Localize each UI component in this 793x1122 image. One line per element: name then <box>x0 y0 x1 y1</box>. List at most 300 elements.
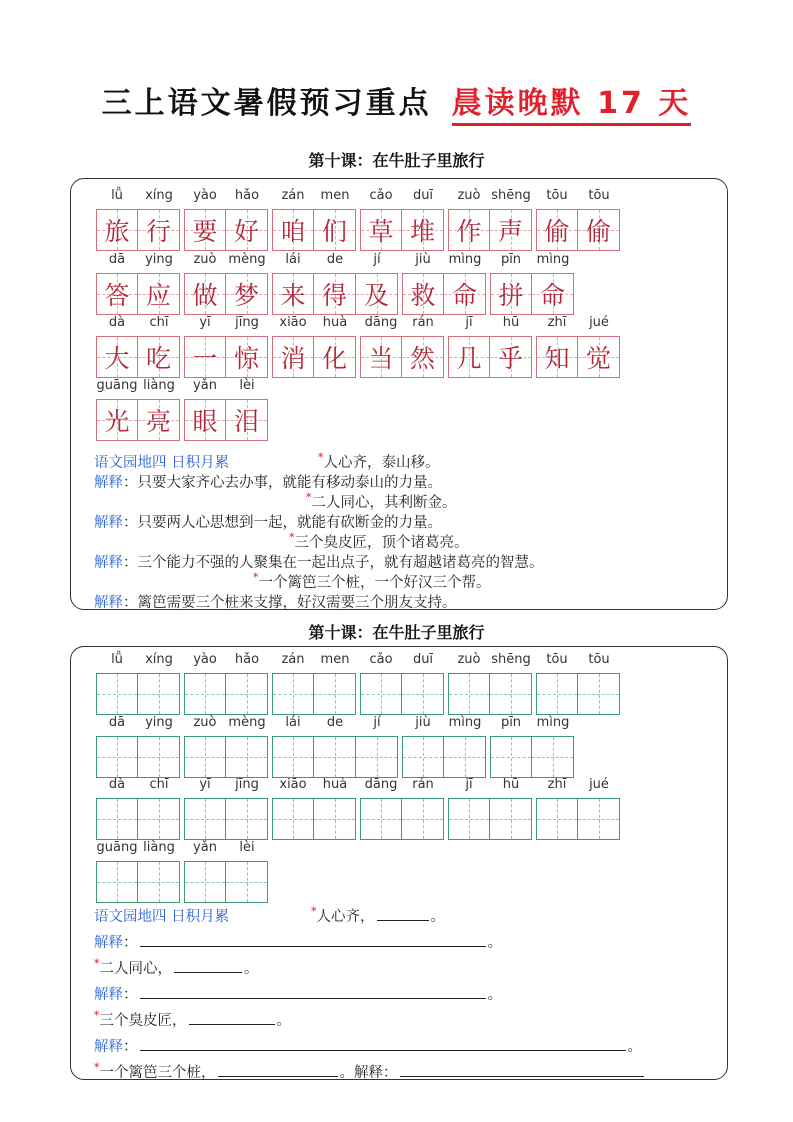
pinyin-group <box>402 252 486 272</box>
pinyin: tōu <box>588 188 610 203</box>
pinyin: de <box>326 715 344 730</box>
hanzi: 命 <box>539 281 565 310</box>
answer-blank[interactable] <box>140 933 486 947</box>
char-write-box[interactable] <box>314 673 356 715</box>
pinyin: huà <box>322 777 348 792</box>
pinyin-group <box>272 715 398 735</box>
pinyin: zhī <box>547 315 567 330</box>
char-box <box>402 209 444 251</box>
hanzi: 觉 <box>585 344 611 373</box>
hanzi: 应 <box>145 281 171 310</box>
char-box <box>314 273 356 315</box>
pinyin: dā <box>108 252 126 267</box>
hanzi: 拼 <box>498 281 524 310</box>
char-write-box[interactable] <box>138 798 180 840</box>
pinyin-group <box>448 777 532 797</box>
pinyin-group <box>360 652 444 672</box>
hanzi: 声 <box>497 217 523 246</box>
char-box <box>402 336 444 378</box>
char-write-box[interactable] <box>272 736 314 778</box>
tianzige-group <box>272 736 398 778</box>
practice-explain-1: 解释： 。 <box>94 935 502 951</box>
tianzige-group <box>536 673 620 715</box>
tianzige-group <box>96 399 180 441</box>
pinyin: lái <box>285 715 301 730</box>
explain-4: 解释：篱笆需要三个桩来支撑，好汉需要三个朋友支持。 <box>94 595 457 611</box>
hanzi: 们 <box>321 217 347 246</box>
pinyin-group <box>96 378 180 398</box>
tianzige-group <box>184 861 268 903</box>
hanzi: 惊 <box>233 344 259 373</box>
char-box <box>578 336 620 378</box>
pinyin-group <box>184 715 268 735</box>
pinyin: mèng <box>228 715 266 730</box>
pinyin: duī <box>412 652 434 667</box>
pinyin-group <box>272 652 356 672</box>
pinyin: yī <box>199 777 211 792</box>
pinyin-group <box>184 652 268 672</box>
tianzige-group <box>490 736 574 778</box>
pinyin-group <box>360 777 444 797</box>
pinyin: jí <box>373 252 381 267</box>
hanzi: 草 <box>368 217 394 246</box>
hanzi: 堆 <box>409 217 435 246</box>
char-box <box>444 273 486 315</box>
tianzige-group <box>184 273 268 315</box>
tianzige-group <box>402 736 486 778</box>
pinyin: zán <box>281 188 305 203</box>
char-write-box[interactable] <box>138 673 180 715</box>
hanzi: 命 <box>451 281 477 310</box>
tianzige-group <box>360 798 444 840</box>
char-box <box>184 209 226 251</box>
char-write-box[interactable] <box>272 798 314 840</box>
pinyin-group <box>448 315 532 335</box>
char-box <box>96 209 138 251</box>
pinyin-group <box>490 715 574 735</box>
char-box <box>184 399 226 441</box>
char-write-box[interactable] <box>96 736 138 778</box>
pinyin: jí <box>373 715 381 730</box>
tianzige-group <box>96 209 180 251</box>
hanzi: 一 <box>192 344 218 373</box>
char-box <box>138 336 180 378</box>
char-box <box>490 209 532 251</box>
pinyin: xiāo <box>279 777 307 792</box>
char-box <box>226 336 268 378</box>
char-write-box[interactable] <box>96 798 138 840</box>
pinyin: hǎo <box>234 188 260 203</box>
pinyin: yào <box>193 652 217 667</box>
char-write-box[interactable] <box>490 736 532 778</box>
tianzige-group <box>448 209 532 251</box>
hanzi: 要 <box>192 217 218 246</box>
tianzige-group <box>448 336 532 378</box>
pinyin: shēng <box>491 188 531 203</box>
char-write-box[interactable] <box>578 673 620 715</box>
hanzi: 知 <box>544 344 570 373</box>
tianzige-group <box>96 673 180 715</box>
pinyin: zuò <box>193 252 217 267</box>
char-write-box[interactable] <box>448 798 490 840</box>
answer-blank[interactable] <box>140 985 486 999</box>
pinyin: zuò <box>457 188 481 203</box>
pinyin: zhī <box>547 777 567 792</box>
pinyin: shēng <box>491 652 531 667</box>
pinyin: lǚ <box>111 188 123 203</box>
char-write-box[interactable] <box>184 673 226 715</box>
tianzige-group <box>184 336 268 378</box>
char-write-box[interactable] <box>314 798 356 840</box>
tianzige-group <box>272 798 356 840</box>
pinyin: jiù <box>415 715 431 730</box>
hanzi: 吃 <box>145 344 171 373</box>
tianzige-group <box>272 209 356 251</box>
pinyin: hū <box>502 315 520 330</box>
pinyin-group <box>184 252 268 272</box>
tianzige-group <box>360 673 444 715</box>
pinyin: chī <box>149 315 169 330</box>
pinyin: dāng <box>364 315 398 330</box>
pinyin-group <box>272 252 398 272</box>
pinyin: dà <box>108 315 126 330</box>
hanzi: 乎 <box>497 344 523 373</box>
title-main: 三上语文暑假预习重点 <box>101 86 432 121</box>
tianzige-group <box>448 673 532 715</box>
char-box <box>360 209 402 251</box>
answer-blank[interactable] <box>140 1037 626 1051</box>
hanzi: 行 <box>145 217 171 246</box>
pinyin: pīn <box>500 715 522 730</box>
char-write-box[interactable] <box>532 736 574 778</box>
pinyin-group <box>272 188 356 208</box>
char-box <box>226 273 268 315</box>
tianzige-group <box>402 273 486 315</box>
pinyin-group <box>448 652 532 672</box>
pinyin: zán <box>281 652 305 667</box>
hanzi: 来 <box>280 281 306 310</box>
char-write-box[interactable] <box>184 861 226 903</box>
pinyin: mìng <box>448 252 482 267</box>
pinyin: zuò <box>193 715 217 730</box>
char-box <box>360 336 402 378</box>
practice-explain-3: 解释： 。 <box>94 1039 642 1055</box>
pinyin: mìng <box>536 715 570 730</box>
pinyin-group <box>96 188 180 208</box>
explain-2: 解释：只要两人心思想到一起，就能有砍断金的力量。 <box>94 515 442 531</box>
pinyin: xíng <box>145 188 173 203</box>
pinyin: yǎn <box>193 840 217 855</box>
char-box <box>532 273 574 315</box>
answer-blank[interactable] <box>400 1063 644 1077</box>
char-write-box[interactable] <box>138 861 180 903</box>
char-box <box>272 209 314 251</box>
pinyin-group <box>272 777 356 797</box>
char-box <box>490 273 532 315</box>
pinyin: hū <box>502 777 520 792</box>
char-box <box>138 399 180 441</box>
tianzige-group <box>184 209 268 251</box>
garden-line-1 <box>94 451 229 472</box>
char-write-box[interactable] <box>314 736 356 778</box>
hanzi: 及 <box>363 281 389 310</box>
pinyin: yào <box>193 188 217 203</box>
char-write-box[interactable] <box>402 736 444 778</box>
char-write-box[interactable] <box>96 861 138 903</box>
idiom-3: *三个臭皮匠，顶个诸葛亮。 <box>289 531 469 551</box>
pinyin-group <box>96 315 180 335</box>
char-write-box[interactable] <box>536 673 578 715</box>
explain-3: 解释：三个能力不强的人聚集在一起出点子，就有超越诸葛亮的智慧。 <box>94 555 544 571</box>
pinyin: tōu <box>546 652 568 667</box>
hanzi: 得 <box>321 281 347 310</box>
idiom-4: *一个篱笆三个桩，一个好汉三个帮。 <box>253 571 491 591</box>
pinyin-group <box>184 188 268 208</box>
char-box <box>272 273 314 315</box>
char-write-box[interactable] <box>184 736 226 778</box>
char-write-box[interactable] <box>490 798 532 840</box>
idiom-2: *二人同心，其利断金。 <box>306 491 457 511</box>
char-box <box>96 399 138 441</box>
char-write-box[interactable] <box>96 673 138 715</box>
tianzige-group <box>448 798 532 840</box>
explain-1: 解释：只要大家齐心去办事，就能有移动泰山的力量。 <box>94 475 442 491</box>
char-write-box[interactable] <box>184 798 226 840</box>
pinyin: mìng <box>448 715 482 730</box>
hanzi: 泪 <box>233 407 259 436</box>
pinyin-group <box>536 188 620 208</box>
page-title <box>0 78 793 122</box>
pinyin: cǎo <box>369 652 393 667</box>
char-write-box[interactable] <box>448 673 490 715</box>
pinyin-group <box>184 378 268 398</box>
hanzi: 几 <box>456 344 482 373</box>
hanzi: 好 <box>233 217 259 246</box>
pinyin: yī <box>199 315 211 330</box>
practice-q3: *三个臭皮匠， 。 <box>94 1009 291 1029</box>
hanzi: 眼 <box>192 407 218 436</box>
char-box <box>536 209 578 251</box>
tianzige-group <box>536 209 620 251</box>
pinyin: cǎo <box>369 188 393 203</box>
char-box <box>96 273 138 315</box>
tianzige-group <box>96 798 180 840</box>
pinyin-group <box>96 652 180 672</box>
hanzi: 答 <box>104 281 130 310</box>
pinyin: men <box>320 188 350 203</box>
pinyin: men <box>320 652 350 667</box>
hanzi: 救 <box>410 281 436 310</box>
pinyin: lái <box>285 252 301 267</box>
pinyin-group <box>184 777 268 797</box>
pinyin: jué <box>589 315 609 330</box>
practice-q1: *人心齐， 。 <box>311 905 445 925</box>
pinyin: zuò <box>457 652 481 667</box>
pinyin-group <box>360 315 444 335</box>
char-write-box[interactable] <box>226 736 268 778</box>
practice-q4: *一个篱笆三个桩， 。解释： <box>94 1061 646 1082</box>
tianzige-group <box>536 798 620 840</box>
answer-blank[interactable] <box>189 1011 275 1025</box>
answer-blank[interactable] <box>377 907 429 921</box>
tianzige-group <box>96 336 180 378</box>
pinyin: huà <box>322 315 348 330</box>
pinyin: chī <box>149 777 169 792</box>
pinyin: dā <box>108 715 126 730</box>
char-write-box[interactable] <box>536 798 578 840</box>
pinyin: xíng <box>145 652 173 667</box>
pinyin-group <box>536 315 620 335</box>
pinyin: dāng <box>364 777 398 792</box>
char-write-box[interactable] <box>578 798 620 840</box>
char-write-box[interactable] <box>360 673 402 715</box>
char-box <box>490 336 532 378</box>
char-box <box>184 336 226 378</box>
hanzi: 咱 <box>280 217 306 246</box>
pinyin: lǚ <box>111 652 123 667</box>
pinyin: guāng <box>96 378 138 393</box>
tianzige-group <box>184 673 268 715</box>
pinyin-group <box>96 715 180 735</box>
tianzige-group <box>96 273 180 315</box>
practice-explain-2: 解释： 。 <box>94 987 502 1003</box>
char-write-box[interactable] <box>226 798 268 840</box>
char-box <box>314 209 356 251</box>
pinyin: ying <box>145 252 173 267</box>
answer-blank[interactable] <box>218 1063 338 1077</box>
pinyin: yǎn <box>193 378 217 393</box>
pinyin: mìng <box>536 252 570 267</box>
char-write-box[interactable] <box>444 736 486 778</box>
pinyin: xiāo <box>279 315 307 330</box>
char-write-box[interactable] <box>356 736 398 778</box>
char-write-box[interactable] <box>226 673 268 715</box>
pinyin: rán <box>412 315 434 330</box>
hanzi: 作 <box>456 217 482 246</box>
pinyin: de <box>326 252 344 267</box>
pinyin: mèng <box>228 252 266 267</box>
tianzige-group <box>272 273 398 315</box>
pinyin-group <box>96 777 180 797</box>
pinyin: jiù <box>415 252 431 267</box>
tianzige-group <box>96 736 180 778</box>
pinyin-group <box>96 252 180 272</box>
char-box <box>226 399 268 441</box>
pinyin: tōu <box>546 188 568 203</box>
pinyin: duī <box>412 188 434 203</box>
char-write-box[interactable] <box>402 673 444 715</box>
char-write-box[interactable] <box>360 798 402 840</box>
tianzige-group <box>360 336 444 378</box>
hanzi: 消 <box>280 344 306 373</box>
char-box <box>402 273 444 315</box>
pinyin: lèi <box>239 378 255 393</box>
pinyin-group <box>536 652 620 672</box>
hanzi: 旅 <box>104 217 130 246</box>
pinyin: liàng <box>143 378 175 393</box>
pinyin-group <box>360 188 444 208</box>
pinyin: liàng <box>143 840 175 855</box>
pinyin: jī <box>465 315 473 330</box>
char-write-box[interactable] <box>138 736 180 778</box>
pinyin-group <box>402 715 486 735</box>
title-red: 晨读晚默 17 天 <box>452 86 692 126</box>
pinyin: jué <box>589 777 609 792</box>
hanzi: 大 <box>104 344 130 373</box>
pinyin-group <box>448 188 532 208</box>
char-box <box>184 273 226 315</box>
pinyin: guāng <box>96 840 138 855</box>
pinyin-group <box>184 315 268 335</box>
tianzige-group <box>360 209 444 251</box>
lesson-title-top: 第十课：在牛肚子里旅行 <box>308 151 485 170</box>
tianzige-group <box>490 273 574 315</box>
char-write-box[interactable] <box>490 673 532 715</box>
garden-label: 语文园地四 日积月累 <box>94 455 230 471</box>
hanzi: 做 <box>192 281 218 310</box>
char-box <box>226 209 268 251</box>
tianzige-group <box>272 673 356 715</box>
char-write-box[interactable] <box>272 673 314 715</box>
pinyin-group <box>272 315 356 335</box>
pinyin: ying <box>145 715 173 730</box>
char-box <box>138 273 180 315</box>
pinyin: tōu <box>588 652 610 667</box>
char-box <box>356 273 398 315</box>
practice-garden-line: 语文园地四 日积月累 <box>94 909 230 925</box>
char-box <box>448 336 490 378</box>
char-box <box>314 336 356 378</box>
pinyin: pīn <box>500 252 522 267</box>
pinyin: jīng <box>235 777 259 792</box>
hanzi: 然 <box>409 344 435 373</box>
practice-q2: *二人同心， 。 <box>94 957 259 977</box>
pinyin-group <box>490 252 574 272</box>
char-box <box>578 209 620 251</box>
char-box <box>536 336 578 378</box>
char-box <box>448 209 490 251</box>
pinyin: jī <box>465 777 473 792</box>
answer-blank[interactable] <box>174 959 242 973</box>
tianzige-group <box>184 798 268 840</box>
pinyin-group <box>96 840 180 860</box>
hanzi: 光 <box>104 407 130 436</box>
tianzige-group <box>536 336 620 378</box>
char-write-box[interactable] <box>402 798 444 840</box>
tianzige-group <box>184 736 268 778</box>
char-box <box>138 209 180 251</box>
pinyin: lèi <box>239 840 255 855</box>
hanzi: 偷 <box>585 217 611 246</box>
char-write-box[interactable] <box>226 861 268 903</box>
char-box <box>272 336 314 378</box>
hanzi: 化 <box>321 344 347 373</box>
hanzi: 梦 <box>233 281 259 310</box>
hanzi: 亮 <box>145 407 171 436</box>
pinyin-group <box>184 840 268 860</box>
tianzige-group <box>184 399 268 441</box>
lesson-title-bottom: 第十课：在牛肚子里旅行 <box>308 623 485 642</box>
pinyin: dà <box>108 777 126 792</box>
idiom-1: *人心齐，泰山移。 <box>318 451 440 471</box>
pinyin: hǎo <box>234 652 260 667</box>
hanzi: 偷 <box>544 217 570 246</box>
pinyin: jīng <box>235 315 259 330</box>
char-box <box>96 336 138 378</box>
tianzige-group <box>272 336 356 378</box>
tianzige-group <box>96 861 180 903</box>
pinyin-group <box>536 777 620 797</box>
